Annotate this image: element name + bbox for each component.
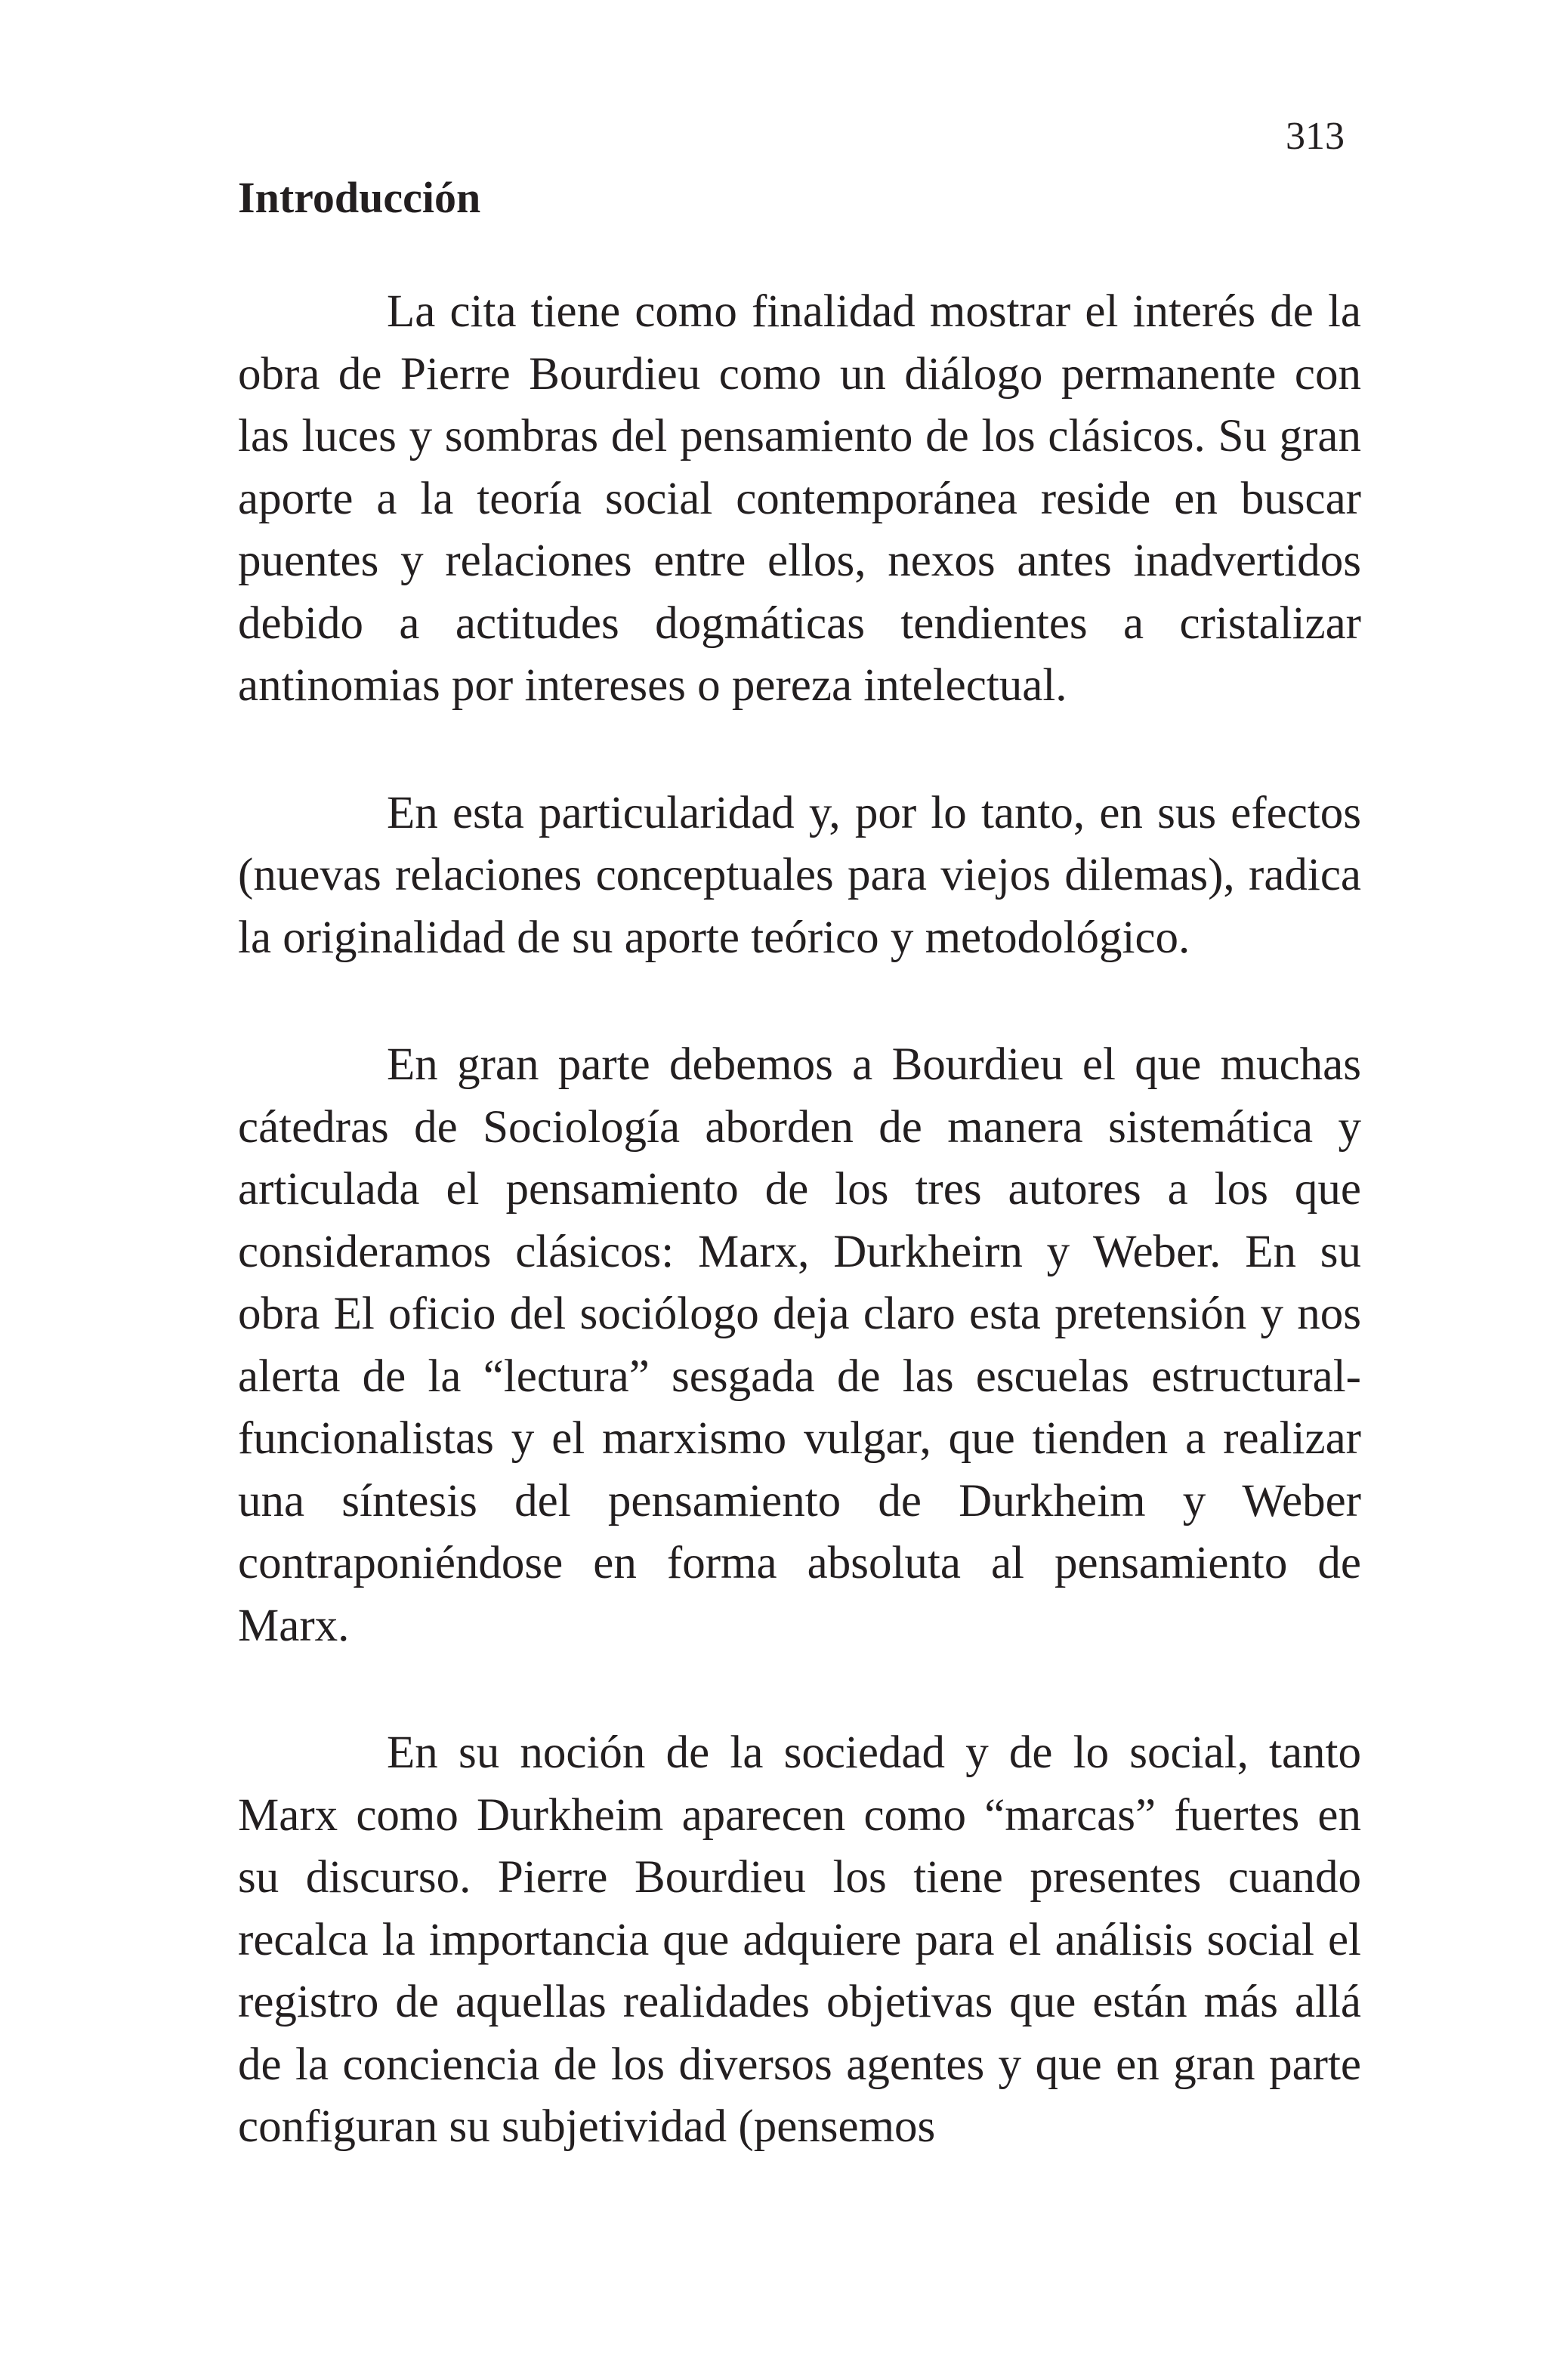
paragraph-4: En su noción de la sociedad y de lo social, tanto Marx como Durkheim aparecen como “marcas” fuertes en su discurso. Pierre Bourdieu los tiene presentes cuando recalca la importancia que adquiere para el análisis social el registro de aquellas realidades objetivas que están más allá de la conciencia de los diversos agentes y que en gran parte configuran su subjetividad (pensemos: [238, 1727, 1361, 2152]
paragraph-1: La cita tiene como finalidad mostrar el interés de la obra de Pierre Bourdieu como un diálogo permanente con las luces y sombras del pensamiento de los clásicos. Su gran aporte a la teoría social contemporánea reside en buscar puentes y relaciones entre ellos, nexos antes inadvertidos debido a actitudes dogmáticas tendientes a cristalizar antinomias por intereses o pereza intelectual.: [238, 286, 1361, 711]
paragraph-2: En esta particularidad y, por lo tanto, en sus efectos (nuevas relaciones conceptuales para viejos dilemas), radica la originalidad de su aporte teórico y metodológico.: [238, 787, 1361, 963]
section-heading: Introducción: [238, 173, 481, 222]
page-number: 313: [1286, 115, 1345, 158]
paragraph-3: En gran parte debemos a Bourdieu el que muchas cátedras de Sociología aborden de manera sistemática y articulada el pensamiento de los tres autores a los que consideramos clásicos: Marx, Durkheirn y Weber. En su obra El oficio del sociólogo deja claro esta pretensión y nos alerta de la “lectura” sesgada de las escuelas estructural-funcionalistas y el marxismo vulgar, que tienden a realizar una síntesis del pensamiento de Durkheim y Weber contraponiéndose en forma absoluta al pensamiento de Marx.: [238, 1039, 1361, 1651]
body-text: [238, 281, 1361, 2159]
